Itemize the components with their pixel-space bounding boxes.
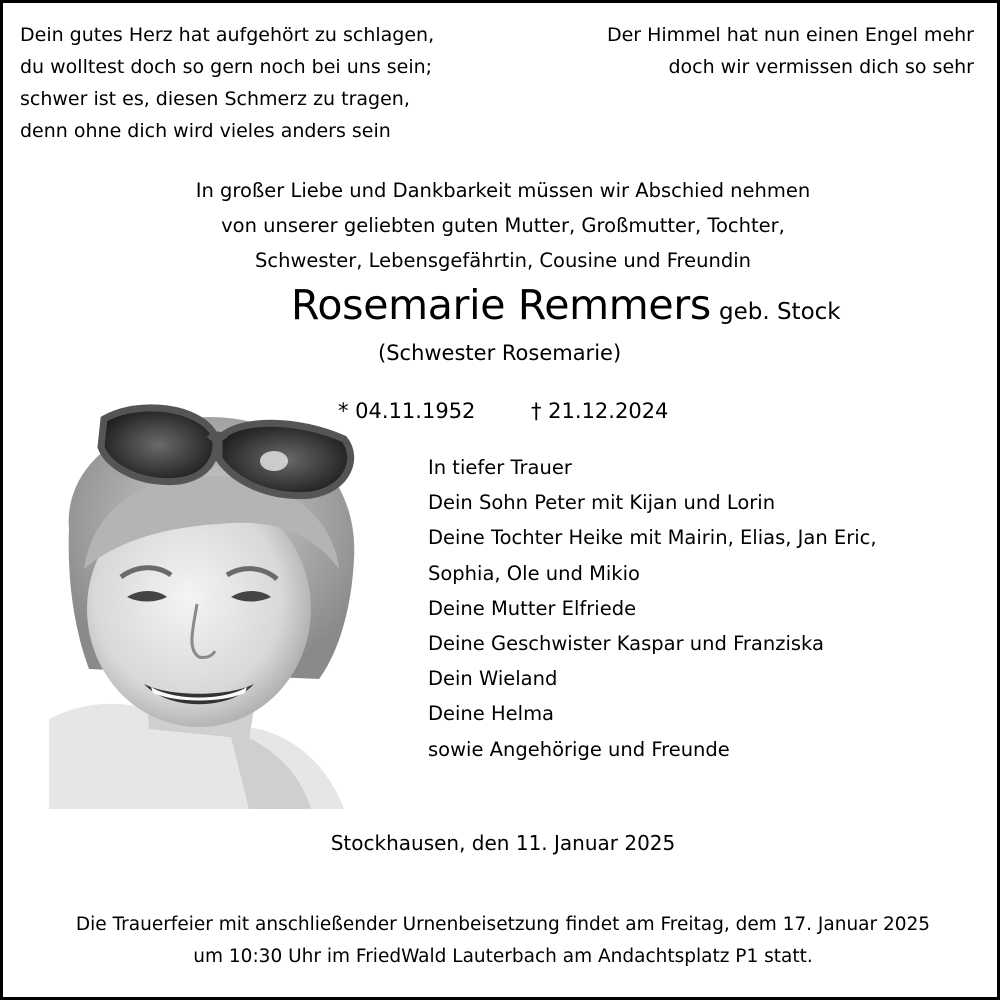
mourners-line: Deine Geschwister Kaspar und Franziska — [428, 632, 824, 656]
intro-text — [3, 173, 1000, 278]
poem-left-line: denn ohne dich wird vieles anders sein — [20, 120, 391, 142]
place-and-date: Stockhausen, den 11. Januar 2025 — [330, 831, 676, 855]
deceased-name: Rosemarie Remmers — [291, 281, 711, 329]
poem-right-line: Der Himmel hat nun einen Engel mehr — [606, 24, 974, 46]
mourners-line: Dein Sohn Peter mit Kijan und Lorin — [428, 491, 776, 515]
mourners-line: Dein Wieland — [428, 667, 558, 691]
ceremony-info — [3, 909, 1000, 973]
deceased-name-line — [291, 281, 841, 329]
mourners-line: sowie Angehörige und Freunde — [428, 737, 730, 761]
mourners-list — [428, 450, 877, 767]
mourners-line: Deine Helma — [428, 702, 555, 726]
intro-line: Schwester, Lebensgefährtin, Cousine und Freundin — [254, 249, 751, 272]
poem-left — [20, 19, 434, 147]
deceased-nickname: (Schwester Rosemarie) — [378, 341, 622, 365]
mourners-line: Deine Mutter Elfriede — [428, 596, 637, 620]
poem-left-line: du wolltest doch so gern noch bei uns sein; — [20, 56, 433, 78]
maiden-name: geb. Stock — [718, 299, 841, 325]
poem-right — [607, 19, 974, 83]
death-date: † 21.12.2024 — [531, 399, 669, 423]
mourners-line: Deine Tochter Heike mit Mairin, Elias, Jan Eric, — [428, 526, 877, 550]
birth-date: * 04.11.1952 — [338, 399, 476, 423]
intro-line: von unserer geliebten guten Mutter, Großmutter, Tochter, — [221, 214, 785, 237]
ceremony-line: Die Trauerfeier mit anschließender Urnenbeisetzung findet am Freitag, dem 17. Januar 2025 — [75, 914, 931, 935]
poem-right-line: doch wir vermissen dich so sehr — [668, 56, 974, 78]
poem-left-line: schwer ist es, diesen Schmerz zu tragen, — [20, 88, 410, 110]
portrait-photo — [49, 399, 359, 809]
poem-left-line: Dein gutes Herz hat aufgehört zu schlagen, — [20, 24, 435, 46]
mourners-line: Sophia, Ole und Mikio — [428, 561, 640, 585]
intro-line: In großer Liebe und Dankbarkeit müssen wir Abschied nehmen — [195, 179, 811, 202]
ceremony-line: um 10:30 Uhr im FriedWald Lauterbach am Andachtsplatz P1 statt. — [193, 946, 813, 967]
mourners-line: In tiefer Trauer — [428, 456, 572, 479]
